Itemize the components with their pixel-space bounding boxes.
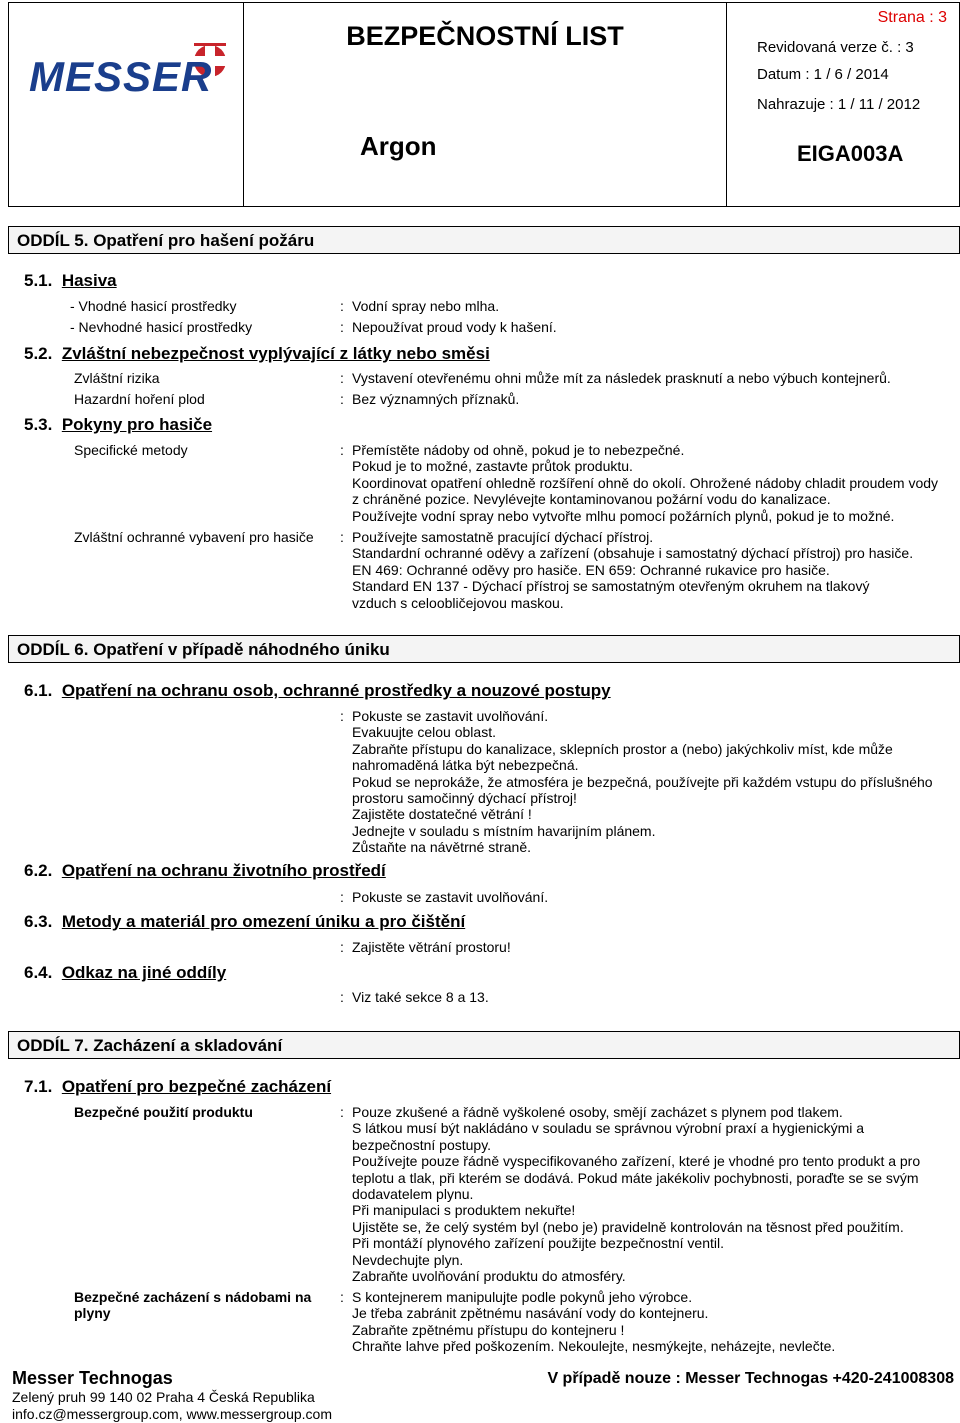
sub-number: 5.3. [24,415,53,434]
sub-number: 5.1. [24,271,53,290]
title-cell [243,2,727,207]
footer-emergency: V případě nouze : Messer Technogas +420-241008308 [547,1370,954,1387]
sub-title: Pokyny pro hasiče [61,415,213,434]
sub-title: Odkaz na jiné oddíly [61,963,227,982]
document-header [8,2,960,207]
sub-6-2 [24,861,386,881]
section-6-bar: ODDÍL 6. Opatření v případě náhodného úniku [8,635,960,663]
footer-company: Messer Technogas [12,1368,173,1388]
sub-number: 5.2. [24,344,53,363]
risks-label: Zvláštní rizika [74,370,160,386]
logo-cell [8,2,244,207]
safe-use-label: Bezpečné použití produktu [74,1104,253,1120]
logo-text: MESSER [29,53,213,100]
doc-code: EIGA003A [797,141,904,166]
methods-label: Specifické metody [74,442,188,458]
risks-value: Vystavení otevřenému ohni může mít za následek prasknutí a nebo výbuch kontejnerů. [352,370,891,386]
sub-number: 6.3. [24,912,53,931]
hazard-value: Bez významných příznaků. [352,391,520,407]
methods-value: Přemístěte nádoby od ohně, pokud je to nebezpečné. Pokud je to možné, zastavte průtok produktu. Koordinovat opatření ohledně rozšíření ohně do okolí. Ohrožené nádoby chladit proudem vody z chráněné pozice. Nevylévejte kontaminovanou požární vodu do kanalizace. Používejte vodní spray nebo vytvořte mlhu pomocí požárních plynů, pokud je to možné. [352,442,939,524]
doc-title: BEZPEČNOSTNÍ LIST [346,21,624,51]
sub-title: Hasiva [61,271,117,290]
sub-number: 6.1. [24,681,53,700]
date: Datum : 1 / 6 / 2014 [757,66,889,83]
s61-value: Pokuste se zastavit uvolňování. Evakuujte celou oblast. Zabraňte přístupu do kanalizace, sklepních prostor a (nebo) jakýchkoliv míst, kde může nahromaděná látka být nebezpečná. Pokud se neprokáže, že atmosféra je bezpečná, používejte při každém vstupu do příslušného prostoru samočinný dýchací přístroj! Zajistěte dostatečné větrání ! Jednejte v souladu s místním havarijním plánem. Zůstaňte na návětrné straně. [352,708,933,856]
sub-number: 6.2. [24,861,53,880]
hazard-label: Hazardní hoření plod [74,391,205,407]
sub-title: Zvláštní nebezpečnost vyplývající z látky nebo směsi [61,344,490,363]
s64-value: Viz také sekce 8 a 13. [352,989,489,1005]
containers-value: S kontejnerem manipulujte podle pokynů jeho výrobce. Je třeba zabránit zpětnému nasávání vody do kontejneru. Zabraňte zpětnému přístupu do kontejneru ! Chraňte lahve před poškozením. Nekoulejte, nesmýkejte, neházejte, nevlečte. [352,1289,836,1355]
messer-logo-icon [9,3,245,208]
section-5-bar: ODDÍL 5. Opatření pro hašení požáru [8,226,960,254]
sub-5-2 [24,344,490,364]
sub-5-3 [24,415,212,435]
section-7-bar: ODDÍL 7. Zacházení a skladování [8,1031,960,1059]
s62-value: Pokuste se zastavit uvolňování. [352,889,549,905]
s63-value: Zajistěte větrání prostoru! [352,939,511,955]
sub-7-1 [24,1077,331,1097]
page-number: Strana : 3 [877,9,947,26]
meta-cell [726,2,960,207]
containers-label: Bezpečné zacházení s nádobami na plyny [74,1289,312,1322]
suitable-label: - Vhodné hasicí prostředky [70,298,237,314]
safe-use-value: Pouze zkušené a řádně vyškolené osoby, smějí zacházet s plynem pod tlakem. S látkou musí být nakládáno v souladu se správnou výrobní praxí a hygienickými a bezpečnostní postupy. Používejte pouze řádně vyspecifikovaného zařízení, které je vhodné pro tento produkt a pro teplotu a tlak, při kterém se dodává. Pokud máte jakékoliv pochybnosti, poraďte se se svým dodavatelem plynu. Při manipulaci s produktem nekuřte! Ujistěte se, že celý systém byl (nebo je) pravidelně kontrolován na těsnost před použitím. Při montáží plynového zařízení použijte bezpečnostní ventil. Nevdechujte plyn. Zabraňte uvolňování produktu do atmosféry. [352,1104,921,1285]
sub-number: 7.1. [24,1077,53,1096]
revision: Revidovaná verze č. : 3 [757,39,914,56]
sub-6-1 [24,681,611,701]
protect-label: Zvláštní ochranné vybavení pro hasiče [74,529,314,545]
product-name: Argon [360,131,437,161]
footer-address: Zelený pruh 99 140 02 Praha 4 Česká Republika [12,1389,315,1405]
unsuitable-value: Nepoužívat proud vody k hašení. [352,319,557,335]
replaces: Nahrazuje : 1 / 11 / 2012 [757,96,921,113]
footer-web: info.cz@messergroup.com, www.messergroup.com [12,1406,332,1422]
sub-title: Opatření na ochranu osob, ochranné prostředky a nouzové postupy [61,681,611,700]
unsuitable-label: - Nevhodné hasicí prostředky [70,319,253,335]
sub-title: Metody a materiál pro omezení úniku a pro čištění [61,912,466,931]
sub-5-1 [24,271,117,291]
suitable-value: Vodní spray nebo mlha. [352,298,500,314]
protect-value: Používejte samostatně pracující dýchací přístroj. Standardní ochranné oděvy a zařízení (obsahuje i samostatný dýchací přístroj) pro hasiče. EN 469: Ochranné oděvy pro hasiče. EN 659: Ochranné rukavice pro hasiče. Standard EN 137 - Dýchací přístroj se samostatným otevřeným okruhem na tlakový vzduch s celoobličejovou maskou. [352,529,914,611]
sub-number: 6.4. [24,963,53,982]
sub-title: Opatření na ochranu životního prostředí [61,861,386,880]
sub-6-3 [24,912,465,932]
sub-6-4 [24,963,226,983]
sub-title: Opatření pro bezpečné zacházení [61,1077,332,1096]
